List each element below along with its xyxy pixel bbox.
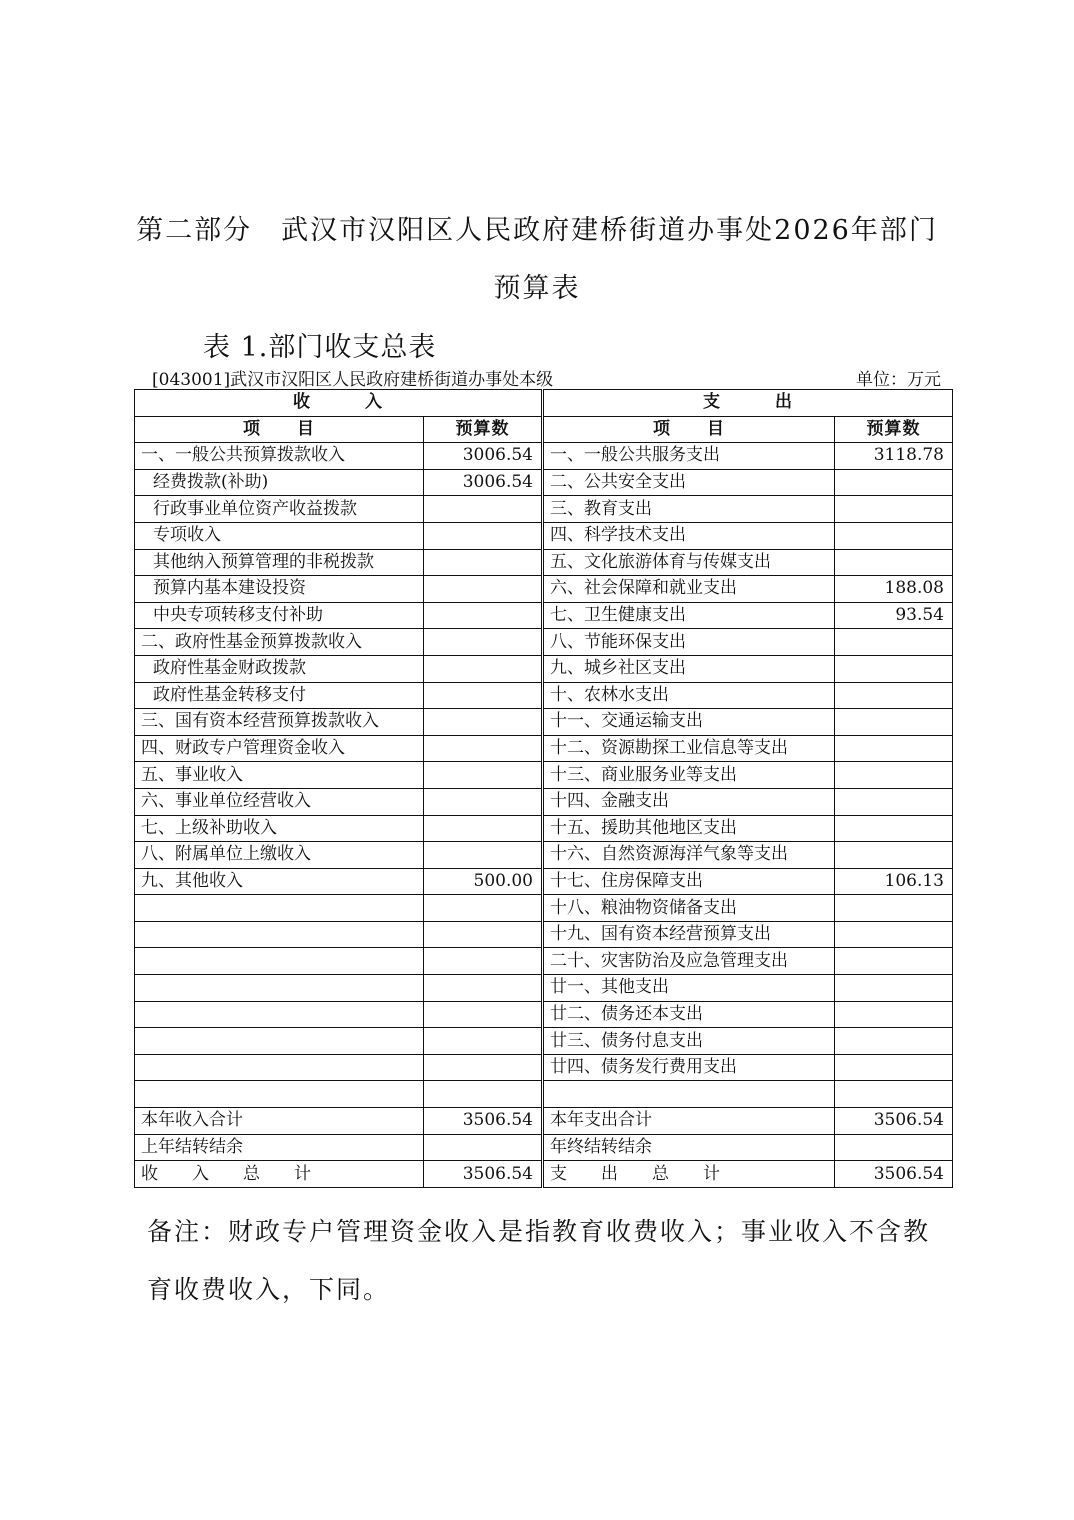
table-row [135,1108,953,1135]
expense-item-cell: 四、科学技术支出 [543,522,835,549]
expense-value-cell [835,921,953,948]
table-row [135,682,953,709]
income-item-cell: 五、事业收入 [135,762,424,789]
expense-value-cell [835,496,953,523]
income-value-cell: 3506.54 [424,1161,543,1188]
income-item-cell: 八、附属单位上缴收入 [135,842,424,869]
income-value-cell [424,1001,543,1028]
expense-value-cell [835,842,953,869]
income-item-cell: 上年结转结余 [135,1134,424,1161]
expense-value-cell [835,1054,953,1081]
table-row [135,709,953,736]
income-value-cell [424,788,543,815]
expense-value-cell [835,1028,953,1055]
income-item-cell [135,948,424,975]
expense-value-cell [835,709,953,736]
expense-value-cell [835,655,953,682]
table-row [135,602,953,629]
expense-item-cell: 十五、援助其他地区支出 [543,815,835,842]
table-row [135,762,953,789]
expense-value-cell [835,469,953,496]
income-item-cell: 行政事业单位资产收益拨款 [135,496,424,523]
table-row [135,1134,953,1161]
income-item-cell [135,975,424,1002]
expense-item-cell: 十四、金融支出 [543,788,835,815]
expense-item-cell: 九、城乡社区支出 [543,655,835,682]
expense-value-cell [835,815,953,842]
table-subtitle: 表 1.部门收支总表 [203,332,437,363]
income-item-cell [135,1054,424,1081]
income-item-cell [135,1028,424,1055]
table-group-header-row [135,390,953,417]
income-value-cell [424,496,543,523]
expense-item-cell: 十八、粮油物资储备支出 [543,895,835,922]
table-row [135,522,953,549]
expense-item-cell: 十三、商业服务业等支出 [543,762,835,789]
table-row [135,549,953,576]
table-row [135,655,953,682]
expense-value-cell [835,948,953,975]
expense-item-cell: 二、公共安全支出 [543,469,835,496]
table-row [135,1028,953,1055]
expense-value-cell: 188.08 [835,576,953,603]
income-item-cell [135,921,424,948]
table-row [135,1161,953,1188]
income-value-cell [424,576,543,603]
expense-item-cell: 六、社会保障和就业支出 [543,576,835,603]
income-item-cell: 政府性基金财政拨款 [135,655,424,682]
expense-item-cell: 廿一、其他支出 [543,975,835,1002]
table-row [135,895,953,922]
income-item-cell: 本年收入合计 [135,1108,424,1135]
income-value-cell: 3006.54 [424,469,543,496]
income-item-cell: 一、一般公共预算拨款收入 [135,443,424,470]
expense-value-cell [835,895,953,922]
expense-item-cell: 廿二、债务还本支出 [543,1001,835,1028]
income-value-cell: 3006.54 [424,443,543,470]
expense-header: 支 出 [543,390,953,417]
expense-value-cell [835,1081,953,1108]
expense-value-cell: 3506.54 [835,1108,953,1135]
income-value-cell [424,842,543,869]
department-code-label: [043001]武汉市汉阳区人民政府建桥街道办事处本级 [152,370,554,390]
income-value-cell [424,655,543,682]
table-row [135,788,953,815]
income-item-cell: 收 入 总 计 [135,1161,424,1188]
table-row [135,868,953,895]
expense-item-cell: 十七、住房保障支出 [543,868,835,895]
page-title-line-1: 第二部分 武汉市汉阳区人民政府建桥街道办事处2026年部门 [136,215,938,246]
table-row [135,496,953,523]
expense-item-cell: 八、节能环保支出 [543,629,835,656]
expense-item-cell: 支 出 总 计 [543,1161,835,1188]
income-value-cell [424,629,543,656]
footnote: 备注：财政专户管理资金收入是指教育收费收入；事业收入不含教育收费收入，下同。 [147,1217,931,1304]
income-item-cell: 政府性基金转移支付 [135,682,424,709]
table-row [135,921,953,948]
income-value-cell [424,682,543,709]
table-row [135,576,953,603]
expense-item-cell: 廿四、债务发行费用支出 [543,1054,835,1081]
expense-item-cell [543,1081,835,1108]
expense-item-cell: 年终结转结余 [543,1134,835,1161]
income-value-cell [424,1054,543,1081]
expense-item-header: 项 目 [543,416,835,443]
expense-value-cell [835,549,953,576]
expense-value-cell [835,682,953,709]
income-value-cell [424,975,543,1002]
income-value-cell [424,762,543,789]
expense-value-cell [835,629,953,656]
budget-summary-table [134,389,953,1188]
income-item-cell: 其他纳入预算管理的非税拨款 [135,549,424,576]
table-row [135,735,953,762]
expense-value-cell: 106.13 [835,868,953,895]
expense-item-cell: 十九、国有资本经营预算支出 [543,921,835,948]
income-item-header: 项 目 [135,416,424,443]
expense-value-cell [835,1134,953,1161]
income-value-cell: 3506.54 [424,1108,543,1135]
table-row [135,1001,953,1028]
income-item-cell: 经费拨款(补助) [135,469,424,496]
table-row [135,1081,953,1108]
income-item-cell: 二、政府性基金预算拨款收入 [135,629,424,656]
income-value-cell [424,602,543,629]
income-value-cell [424,1081,543,1108]
income-value-cell [424,549,543,576]
expense-item-cell: 三、教育支出 [543,496,835,523]
income-value-cell [424,815,543,842]
expense-value-cell [835,1001,953,1028]
expense-value-cell [835,522,953,549]
income-value-cell [424,1028,543,1055]
income-value-cell [424,895,543,922]
expense-value-cell [835,788,953,815]
expense-value-cell: 3118.78 [835,443,953,470]
income-item-cell: 专项收入 [135,522,424,549]
income-value-cell [424,709,543,736]
table-row [135,443,953,470]
income-item-cell: 预算内基本建设投资 [135,576,424,603]
unit-label: 单位：万元 [856,370,941,390]
expense-value-cell [835,762,953,789]
expense-value-cell: 93.54 [835,602,953,629]
expense-item-cell: 五、文化旅游体育与传媒支出 [543,549,835,576]
expense-value-cell [835,975,953,1002]
table-column-header-row [135,416,953,443]
income-header: 收 入 [135,390,543,417]
income-item-cell: 三、国有资本经营预算拨款收入 [135,709,424,736]
income-item-cell [135,1081,424,1108]
table-row [135,975,953,1002]
expense-value-cell [835,735,953,762]
table-row [135,629,953,656]
expense-item-cell: 十一、交通运输支出 [543,709,835,736]
table-row [135,1054,953,1081]
income-item-cell: 四、财政专户管理资金收入 [135,735,424,762]
income-value-cell: 500.00 [424,868,543,895]
table-row [135,815,953,842]
income-value-cell [424,1134,543,1161]
expense-value-cell: 3506.54 [835,1161,953,1188]
income-budget-header: 预算数 [424,416,543,443]
expense-budget-header: 预算数 [835,416,953,443]
table-row [135,469,953,496]
income-item-cell: 中央专项转移支付补助 [135,602,424,629]
expense-item-cell: 一、一般公共服务支出 [543,443,835,470]
income-value-cell [424,522,543,549]
expense-item-cell: 本年支出合计 [543,1108,835,1135]
income-item-cell: 六、事业单位经营收入 [135,788,424,815]
table-row [135,842,953,869]
expense-item-cell: 七、卫生健康支出 [543,602,835,629]
income-item-cell [135,1001,424,1028]
income-value-cell [424,921,543,948]
income-value-cell [424,948,543,975]
expense-item-cell: 二十、灾害防治及应急管理支出 [543,948,835,975]
table-body [135,443,953,1188]
expense-item-cell: 十、农林水支出 [543,682,835,709]
income-item-cell: 七、上级补助收入 [135,815,424,842]
expense-item-cell: 廿三、债务付息支出 [543,1028,835,1055]
expense-item-cell: 十六、自然资源海洋气象等支出 [543,842,835,869]
page-title-line-2: 预算表 [493,273,581,304]
income-value-cell [424,735,543,762]
income-item-cell [135,895,424,922]
table-row [135,948,953,975]
expense-item-cell: 十二、资源勘探工业信息等支出 [543,735,835,762]
income-item-cell: 九、其他收入 [135,868,424,895]
